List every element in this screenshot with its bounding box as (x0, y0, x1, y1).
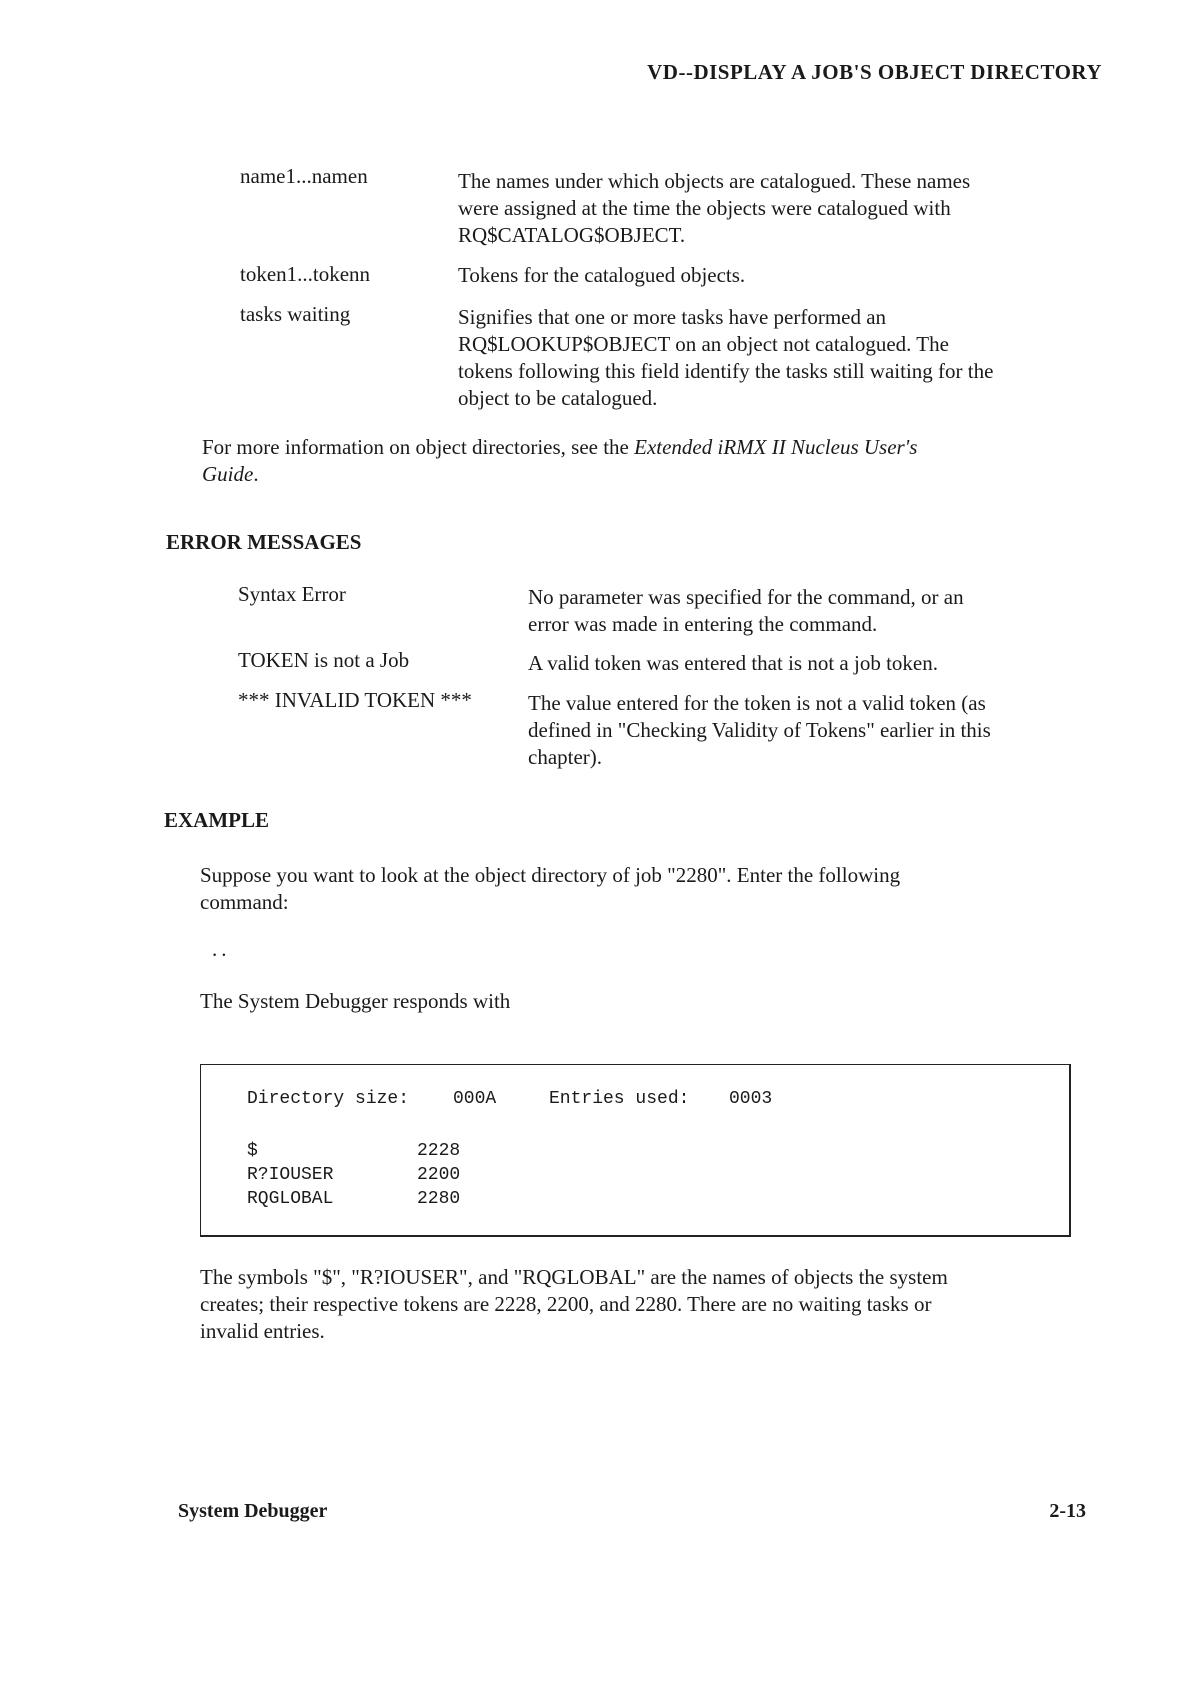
debugger-output-box (200, 1064, 1071, 1237)
example-heading: EXAMPLE (164, 808, 269, 832)
footer-book-title: System Debugger (178, 1500, 328, 1522)
parameter-term: token1...tokenn (240, 262, 371, 286)
object-token: 2228 (417, 1141, 461, 1161)
description-line: The names under which objects are catalogued. These names (458, 169, 971, 193)
directory-size-value: 000A (453, 1089, 497, 1109)
description-line: No parameter was specified for the command, or an (528, 585, 964, 609)
directory-size-label: Directory size: (247, 1089, 410, 1109)
description-line: defined in "Checking Validity of Tokens" earlier in this (528, 718, 991, 742)
description-line: tokens following this field identify the tasks still waiting for the (458, 359, 994, 383)
error-messages-heading: ERROR MESSAGES (166, 530, 362, 554)
entries-used-label: Entries used: (549, 1089, 690, 1109)
description-line: chapter). (528, 745, 603, 769)
description-line: object to be catalogued. (458, 386, 658, 410)
closing-line: The symbols "$", "R?IOUSER", and "RQGLOBAL" are the names of objects the system (200, 1265, 948, 1289)
page-header-title: VD--DISPLAY A JOB'S OBJECT DIRECTORY (647, 60, 1102, 84)
object-token: 2280 (417, 1189, 461, 1209)
object-name: $ (247, 1141, 258, 1161)
description-line: Tokens for the catalogued objects. (458, 263, 746, 287)
closing-line: invalid entries. (200, 1319, 325, 1343)
entries-used-value: 0003 (729, 1089, 773, 1109)
parameter-description (458, 304, 993, 412)
error-description (528, 690, 991, 771)
description-line: RQ$LOOKUP$OBJECT on an object not catalogued. The (458, 332, 949, 356)
error-description (528, 650, 938, 677)
object-name: RQGLOBAL (247, 1189, 334, 1209)
error-term: *** INVALID TOKEN *** (238, 688, 472, 712)
response-intro: The System Debugger responds with (200, 989, 511, 1013)
guide-title: Extended iRMX II Nucleus User's (634, 435, 918, 459)
description-line: A valid token was entered that is not a job token. (528, 651, 938, 675)
intro-line: Suppose you want to look at the object directory of job "2280". Enter the following (200, 863, 901, 887)
parameter-description (458, 168, 970, 249)
description-line: RQ$CATALOG$OBJECT. (458, 223, 686, 247)
error-term: Syntax Error (238, 582, 346, 606)
more-info-line-1: For more information on object directories, see the Extended iRMX II Nucleus User's (202, 435, 918, 459)
closing-paragraph (200, 1264, 948, 1345)
parameter-term: name1...namen (240, 164, 368, 188)
description-line: The value entered for the token is not a valid token (as (528, 691, 986, 715)
object-token: 2200 (417, 1165, 461, 1185)
description-line: were assigned at the time the objects were catalogued with (458, 196, 951, 220)
example-intro (200, 862, 900, 916)
error-description (528, 584, 964, 638)
closing-line: creates; their respective tokens are 2228, 2200, and 2280. There are no waiting tasks or (200, 1292, 932, 1316)
footer-page-number: 2-13 (1049, 1500, 1086, 1522)
intro-line: command: (200, 890, 289, 914)
guide-title-cont: Guide (202, 462, 254, 486)
parameter-description (458, 262, 745, 289)
example-command: .. (212, 937, 231, 961)
more-info-line-2: Guide. (202, 462, 259, 486)
parameter-term: tasks waiting (240, 302, 351, 326)
more-info-paragraph (202, 434, 917, 488)
error-term: TOKEN is not a Job (238, 648, 410, 672)
description-line: error was made in entering the command. (528, 612, 878, 636)
description-line: Signifies that one or more tasks have performed an (458, 305, 887, 329)
object-name: R?IOUSER (247, 1165, 334, 1185)
